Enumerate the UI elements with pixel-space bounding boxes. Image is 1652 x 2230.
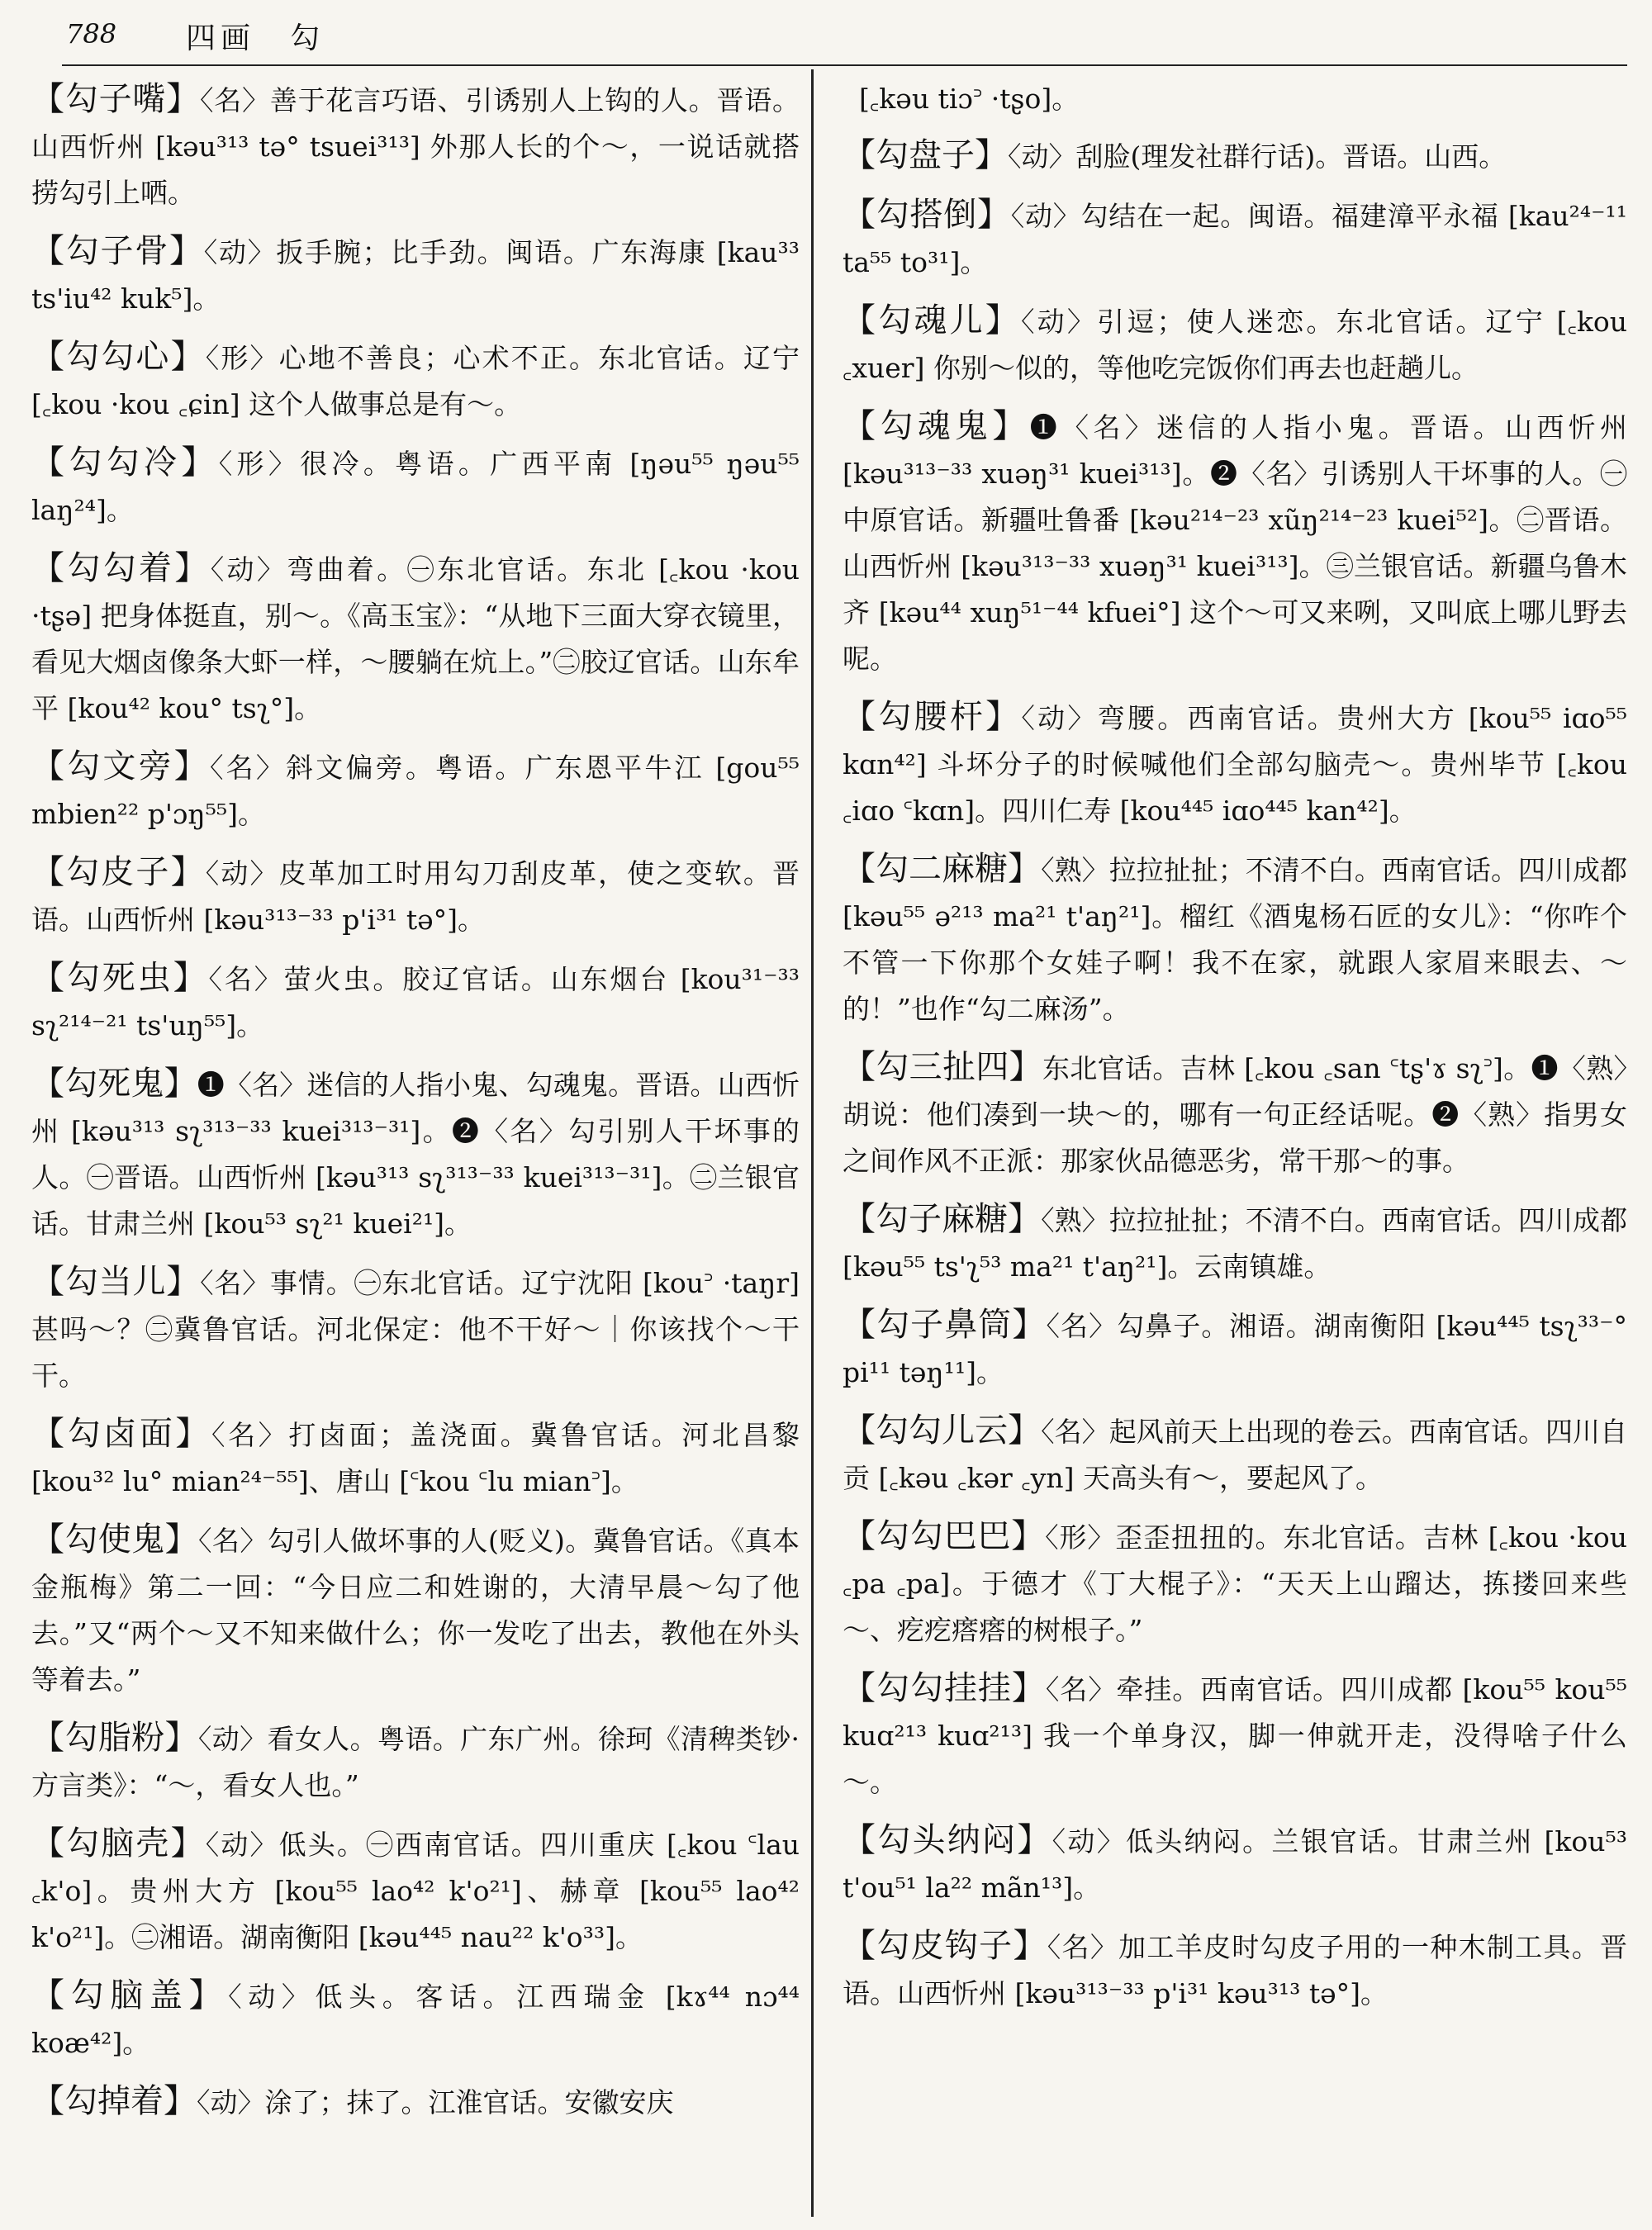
headword: 【勾使鬼】 <box>31 1521 199 1559</box>
dict-entry <box>31 1972 800 2066</box>
headword: 【勾死鬼】 <box>31 1065 197 1103</box>
page-number: 788 <box>66 18 117 50</box>
definition: 〈动〉弯曲着。㊀东北官话。东北 [꜀kou ·kou ·tʂə] 把身体挺直，别～。《高玉宝》：“从地下三面大穿衣镜里，看见大烟卤像条大虾一样，～腰躺在炕上。”㊁胶辽官话。山东牟平 [kou⁴² kou° tsʅ°]。 <box>31 553 800 724</box>
dict-entry <box>843 1923 1627 2017</box>
dict-entry <box>31 439 800 534</box>
dict-entry <box>843 297 1627 391</box>
headword: 【勾勾心】 <box>31 338 206 376</box>
definition: 〈动〉引逗；使人迷恋。东北官话。辽宁 [꜀kou ꜀xuer] 你别～似的，等他吃完饭你们再去也赶趟儿。 <box>843 306 1628 384</box>
definition: 〈名〉斜文偏旁。粤语。广东恩平牛江 [gou⁵⁵ mbien²² p'ɔŋ⁵⁵]。 <box>31 752 800 830</box>
definition: 〈动〉扳手腕；比手劲。闽语。广东海康 [kau³³ ts'iu⁴² kuk⁵]。 <box>31 236 800 315</box>
definition: 〈动〉刮脸(理发社群行话)。晋语。山西。 <box>1008 140 1507 173</box>
headword: 【勾盘子】 <box>843 136 1008 174</box>
dict-entry <box>843 694 1627 834</box>
headword: 【勾勾儿云】 <box>843 1412 1042 1450</box>
headword: 【勾卤面】 <box>31 1415 212 1453</box>
dict-entry <box>843 846 1627 1032</box>
headword: 【勾子嘴】 <box>31 80 200 118</box>
definition: 〈动〉低头。客话。江西瑞金 [kɤ⁴⁴ nɔ⁴⁴ koæ⁴²]。 <box>31 1981 800 2059</box>
definition: 东北官话。吉林 [꜀kou ꜀san ꜂tʂ'ɤ sʅ꜄]。❶〈熟〉胡说：他们凑到一块～的，哪有一句正经话呢。❷〈熟〉指男女之间作风不正派：那家伙品德恶劣，常干那～的事。 <box>843 1052 1628 1177</box>
definition: 〈熟〉拉拉扯扯；不清不白。西南官话。四川成都 [kəu⁵⁵ ts'ʅ⁵³ ma²¹ t'aŋ²¹]。云南镇雄。 <box>843 1204 1628 1283</box>
dict-entry <box>843 132 1627 180</box>
definition: 〈熟〉拉拉扯扯；不清不白。西南官话。四川成都 [kəu⁵⁵ ə²¹³ ma²¹ t'aŋ²¹]。榴红《酒鬼杨石匠的女儿》：“你咋个不管一下你那个女娃子啊！我不在家，就跟人家眉来眼去、～的！”也作“勾二麻汤”。 <box>843 854 1628 1025</box>
definition: 〈名〉起风前天上出现的卷云。西南官话。四川自贡 [꜀kəu ꜀kər ꜀yn] 天高头有～，要起风了。 <box>843 1416 1628 1494</box>
definition: 〈形〉很冷。粤语。广西平南 [ŋəu⁵⁵ ŋəu⁵⁵ laŋ²⁴]。 <box>31 448 800 526</box>
continued-entry-text: [꜀kəu tiɔ꜄ ·tʂo]。 <box>859 83 1080 115</box>
headword: 【勾魂鬼】 <box>843 407 1030 445</box>
definition: 〈动〉低头。㊀西南官话。四川重庆 [꜀kou ꜂lau ꜀k'o]。贵州大方 [kou⁵⁵ lao⁴² k'o²¹]、赫章 [kou⁵⁵ lao⁴² k'o²¹]。㊁湘语。湖南衡阳 [kəu⁴⁴⁵ nau²² k'o³³]。 <box>31 1829 800 1953</box>
definition: 〈名〉萤火虫。胶辽官话。山东烟台 [kou³¹⁻³³ sʅ²¹⁴⁻²¹ ts'uŋ⁵⁵]。 <box>31 963 800 1041</box>
definition: 〈动〉涂了；抹了。江淮官话。安徽安庆 <box>197 2086 674 2118</box>
headword: 【勾三扯四】 <box>843 1048 1043 1086</box>
definition: 〈名〉牵挂。西南官话。四川成都 [kou⁵⁵ kou⁵⁵ kuɑ²¹³ kuɑ²¹³] 我一个单身汉，脚一伸就开走，没得啥子什么～。 <box>843 1673 1628 1798</box>
headword: 【勾死虫】 <box>31 959 209 997</box>
dict-entry <box>31 2078 800 2126</box>
dict-entry <box>31 545 800 732</box>
dict-entry <box>31 1516 800 1703</box>
dict-entry <box>31 1060 800 1247</box>
definition: 〈形〉歪歪扭扭的。东北官话。吉林 [꜀kou ·kou ꜀pa ꜀pa]。于德才《丁大棍子》：“天天上山蹓达，拣搂回来些～、疙疙瘩瘩的树根子。” <box>843 1521 1628 1646</box>
headword: 【勾勾着】 <box>31 549 211 587</box>
headword: 【勾文旁】 <box>31 747 210 785</box>
headword: 【勾勾冷】 <box>31 444 219 482</box>
dict-entry <box>843 1196 1627 1290</box>
right-column <box>843 76 1627 2028</box>
definition: 〈名〉勾引人做坏事的人(贬义)。冀鲁官话。《真本金瓶梅》第二一回：“今日应二和姓谢的，大清早晨～勾了他去。”又“两个～又不知来做什么；你一发吃了出去，教他在外头等着去。” <box>31 1525 800 1696</box>
dict-entry <box>31 743 800 837</box>
dict-entry <box>31 76 800 216</box>
headword: 【勾脑壳】 <box>31 1824 206 1862</box>
definition: ❶〈名〉迷信的人指小鬼。晋语。山西忻州 [kəu³¹³⁻³³ xuəŋ³¹ kuei³¹³]。❷〈名〉引诱别人干坏事的人。㊀中原官话。新疆吐鲁番 [kəu²¹⁴⁻²³ xũŋ²¹⁴⁻²³ kuei⁵²]。㊁晋语。山西忻州 [kəu³¹³⁻³³ xuəŋ³¹ kuei³¹³]。㊂兰银官话。新疆乌鲁木齐 [kəu⁴⁴ xuŋ⁵¹⁻⁴⁴ kfuei°] 这个～可又来咧，又叫底上哪儿野去呢。 <box>843 411 1628 675</box>
definition: 〈动〉皮革加工时用勾刀刮皮革，使之变软。晋语。山西忻州 [kəu³¹³⁻³³ p'i³¹ tə°]。 <box>31 857 800 936</box>
dict-entry <box>31 228 800 322</box>
dict-entry <box>31 1411 800 1505</box>
dict-entry <box>31 849 800 943</box>
headword: 【勾二麻糖】 <box>843 850 1042 888</box>
definition: 〈名〉事情。㊀东北官话。辽宁沈阳 [kou꜄ ·taŋr] 甚吗～？㊁冀鲁官话。河北保定：他不干好～｜你该找个～干干。 <box>31 1267 800 1392</box>
headword: 【勾当儿】 <box>31 1263 201 1301</box>
headword: 【勾掉着】 <box>31 2082 197 2120</box>
dict-entry <box>31 1820 800 1961</box>
dict-entry <box>843 1665 1627 1805</box>
definition: 〈名〉善于花言巧语、引诱别人上钩的人。晋语。山西忻州 [kəu³¹³ tə° tsuei³¹³] 外那人长的个～，一说话就搭捞勾引上哂。 <box>31 84 800 209</box>
definition: 〈名〉打卤面；盖浇面。冀鲁官话。河北昌黎 [kou³² lu° mian²⁴⁻⁵⁵]、唐山 [꜂kou ꜂lu mian꜄]。 <box>31 1419 800 1497</box>
dict-entry <box>843 1044 1627 1184</box>
definition: 〈名〉勾鼻子。湘语。湖南衡阳 [kəu⁴⁴⁵ tsʅ³³⁻° pi¹¹ təŋ¹¹]。 <box>843 1310 1628 1388</box>
headword: 【勾头纳闷】 <box>843 1821 1052 1859</box>
headword: 【勾腰杆】 <box>843 698 1022 736</box>
dict-entry <box>31 334 800 428</box>
headword: 【勾皮钩子】 <box>843 1927 1047 1965</box>
headword: 【勾子鼻筒】 <box>843 1306 1047 1344</box>
headword: 【勾勾巴巴】 <box>843 1517 1046 1555</box>
definition: 〈动〉勾结在一起。闽语。福建漳平永福 [kau²⁴⁻¹¹ ta⁵⁵ to³¹]。 <box>843 200 1628 278</box>
definition: 〈动〉低头纳闷。兰银官话。甘肃兰州 [kou⁵³ t'ou⁵¹ la²² mãn¹³]。 <box>843 1825 1628 1904</box>
headword: 【勾搭倒】 <box>843 196 1011 234</box>
definition: ❶〈名〉迷信的人指小鬼、勾魂鬼。晋语。山西忻州 [kəu³¹³ sʅ³¹³⁻³³ kuei³¹³⁻³¹]。❷〈名〉勾引别人干坏事的人。㊀晋语。山西忻州 [kəu³¹³ sʅ³¹³⁻³³ kuei³¹³⁻³¹]。㊁兰银官话。甘肃兰州 [kou⁵³ sʅ²¹ kuei²¹]。 <box>31 1069 800 1240</box>
headword: 【勾脂粉】 <box>31 1719 198 1757</box>
header-rule <box>62 64 1627 66</box>
headword: 【勾勾挂挂】 <box>843 1669 1046 1707</box>
headword: 【勾脑盖】 <box>31 1976 229 2014</box>
dict-entry <box>843 1513 1627 1654</box>
definition: 〈名〉加工羊皮时勾皮子用的一种木制工具。晋语。山西忻州 [kəu³¹³⁻³³ p'i³¹ kəu³¹³ tə°]。 <box>843 1931 1628 2009</box>
dict-entry <box>843 192 1627 286</box>
left-column <box>31 76 800 2137</box>
headword: 【勾子骨】 <box>31 232 204 270</box>
headword: 【勾魂儿】 <box>843 301 1021 339</box>
dict-entry <box>843 403 1627 682</box>
definition: 〈动〉弯腰。西南官话。贵州大方 [kou⁵⁵ iɑo⁵⁵ kɑn⁴²] 斗坏分子的时候喊他们全部勾脑壳～。贵州毕节 [꜀kou ꜀iɑo ꜂kɑn]。四川仁寿 [kou⁴⁴⁵ iɑo⁴⁴⁵ kan⁴²]。 <box>843 702 1628 827</box>
dict-entry <box>843 1302 1627 1396</box>
definition: 〈动〉看女人。粤语。广东广州。徐珂《清稗类钞·方言类》：“～，看女人也。” <box>31 1723 800 1801</box>
dict-entry <box>31 1259 800 1399</box>
page-header <box>41 12 1627 61</box>
column-divider <box>811 69 814 2217</box>
dict-entry <box>843 1817 1627 1911</box>
dict-entry <box>31 955 800 1049</box>
running-head: 四画 勾 <box>186 21 325 55</box>
headword: 【勾皮子】 <box>31 853 206 891</box>
headword: 【勾子麻糖】 <box>843 1200 1042 1238</box>
dict-entry <box>843 1407 1627 1502</box>
dict-entry <box>31 1715 800 1809</box>
definition: 〈形〉心地不善良；心术不正。东北官话。辽宁 [꜀kou ·kou ꜀ɕin] 这个人做事总是有～。 <box>31 342 800 420</box>
